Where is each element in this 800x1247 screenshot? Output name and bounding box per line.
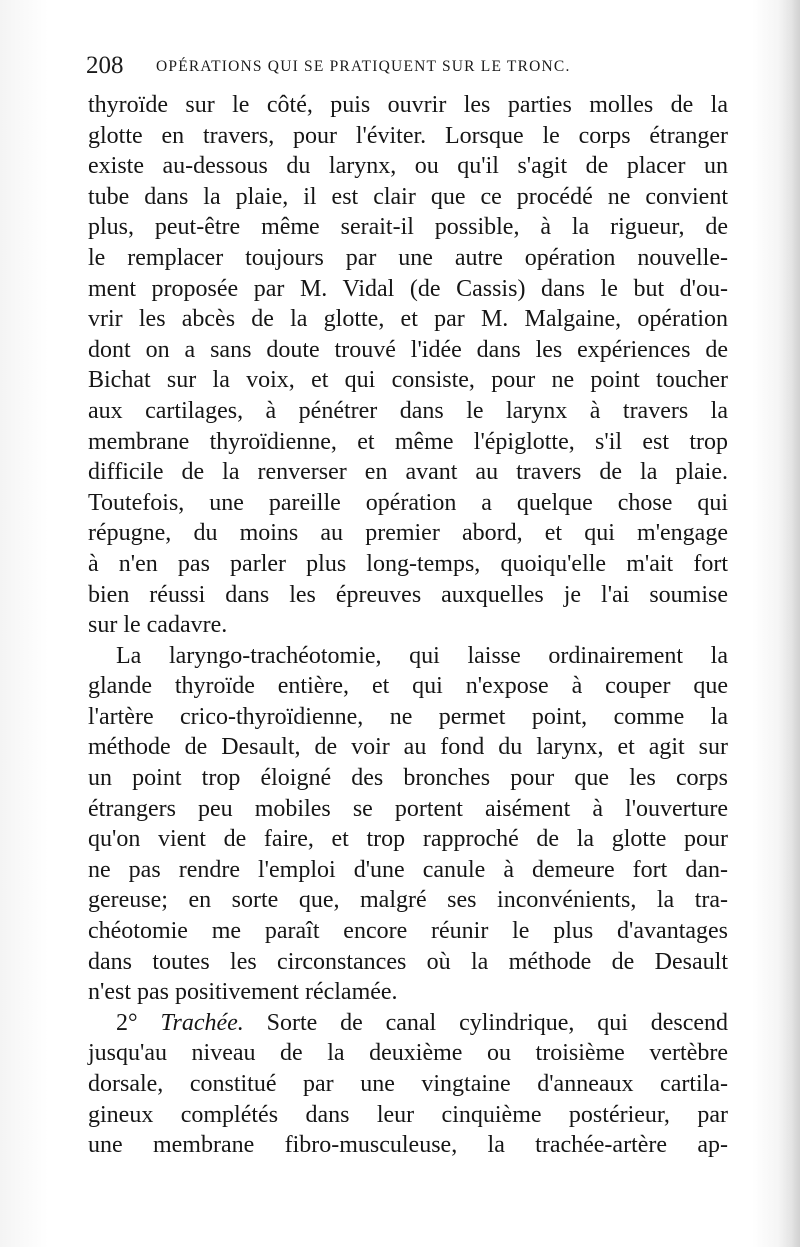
text-line: une membrane fibro-musculeuse, la trachée-artère ap- xyxy=(88,1132,728,1159)
page-header xyxy=(86,50,726,86)
paragraph-3 xyxy=(88,1008,728,1161)
text-line: difficile de la renverser en avant au travers de la plaie. xyxy=(88,459,728,486)
section-number: 2° xyxy=(116,1009,138,1036)
text-line: méthode de Desault, de voir au fond du larynx, et agit sur xyxy=(88,734,728,761)
paragraph-2 xyxy=(88,641,728,1008)
text-line: sur le cadavre. xyxy=(88,612,228,639)
text-line: glande thyroïde entière, et qui n'expose à couper que xyxy=(88,673,728,700)
text-line: dont on a sans doute trouvé l'idée dans les expériences de xyxy=(88,336,728,363)
text-line: jusqu'au niveau de la deuxième ou troisième vertèbre xyxy=(88,1040,728,1067)
text-line: membrane thyroïdienne, et même l'épiglotte, s'il est trop xyxy=(88,428,728,455)
paragraph-1 xyxy=(88,90,728,641)
text-line xyxy=(88,1008,728,1039)
text-line: dorsale, constitué par une vingtaine d'anneaux cartila- xyxy=(88,1071,728,1097)
text-line: n'est pas positivement réclamée. xyxy=(88,979,398,1006)
text-line: gineux complétés dans leur cinquième postérieur, par xyxy=(88,1101,728,1128)
page-number: 208 xyxy=(86,52,124,79)
text-line: qu'on vient de faire, et trop rapproché de la glotte pour xyxy=(88,826,728,853)
text-line: glotte en travers, pour l'éviter. Lorsque le corps étranger xyxy=(88,122,728,149)
section-term: Trachée. xyxy=(160,1009,244,1036)
text-line: gereuse; en sorte que, malgré ses inconvénients, la tra- xyxy=(88,887,728,914)
body-text xyxy=(88,90,728,1161)
text-line: chéotomie me paraît encore réunir le plus d'avantages xyxy=(88,918,728,945)
text-line: Toutefois, une pareille opération a quelque chose qui xyxy=(88,489,728,516)
section-first-line: Sorte de canal cylindrique, qui descend xyxy=(243,1009,729,1036)
text-line: ne pas rendre l'emploi d'une canule à demeure fort dan- xyxy=(88,856,728,883)
page-edge-shadow xyxy=(778,0,800,1247)
text-line: étrangers peu mobiles se portent aisément à l'ouverture xyxy=(88,795,728,822)
text-line: ment proposée par M. Vidal (de Cassis) dans le but d'ou- xyxy=(88,275,728,302)
text-line: l'artère crico-thyroïdienne, ne permet point, comme la xyxy=(88,703,728,730)
text-line: thyroïde sur le côté, puis ouvrir les parties molles de la xyxy=(88,92,728,118)
text-line: à n'en pas parler plus long-temps, quoiqu'elle m'ait fort xyxy=(88,550,728,577)
running-head: OPÉRATIONS QUI SE PRATIQUENT SUR LE TRONC. xyxy=(156,58,571,75)
text-line: tube dans la plaie, il est clair que ce procédé ne convient xyxy=(88,183,728,210)
text-line: existe au-dessous du larynx, ou qu'il s'agit de placer un xyxy=(88,153,728,180)
text-line: Bichat sur la voix, et qui consiste, pour ne point toucher xyxy=(88,367,728,394)
text-line: le remplacer toujours par une autre opération nouvelle- xyxy=(88,244,728,271)
text-line: dans toutes les circonstances où la méthode de Desault xyxy=(88,948,728,975)
text-line: plus, peut-être même serait-il possible, à la rigueur, de xyxy=(88,214,728,241)
text-line: La laryngo-trachéotomie, qui laisse ordinairement la xyxy=(116,642,728,669)
text-line: bien réussi dans les épreuves auxquelles je l'ai soumise xyxy=(88,581,728,608)
text-line: répugne, du moins au premier abord, et qui m'engage xyxy=(88,520,728,547)
text-line: vrir les abcès de la glotte, et par M. Malgaine, opération xyxy=(88,306,728,333)
text-line: aux cartilages, à pénétrer dans le larynx à travers la xyxy=(88,397,728,424)
text-line: un point trop éloigné des bronches pour que les corps xyxy=(88,765,728,792)
